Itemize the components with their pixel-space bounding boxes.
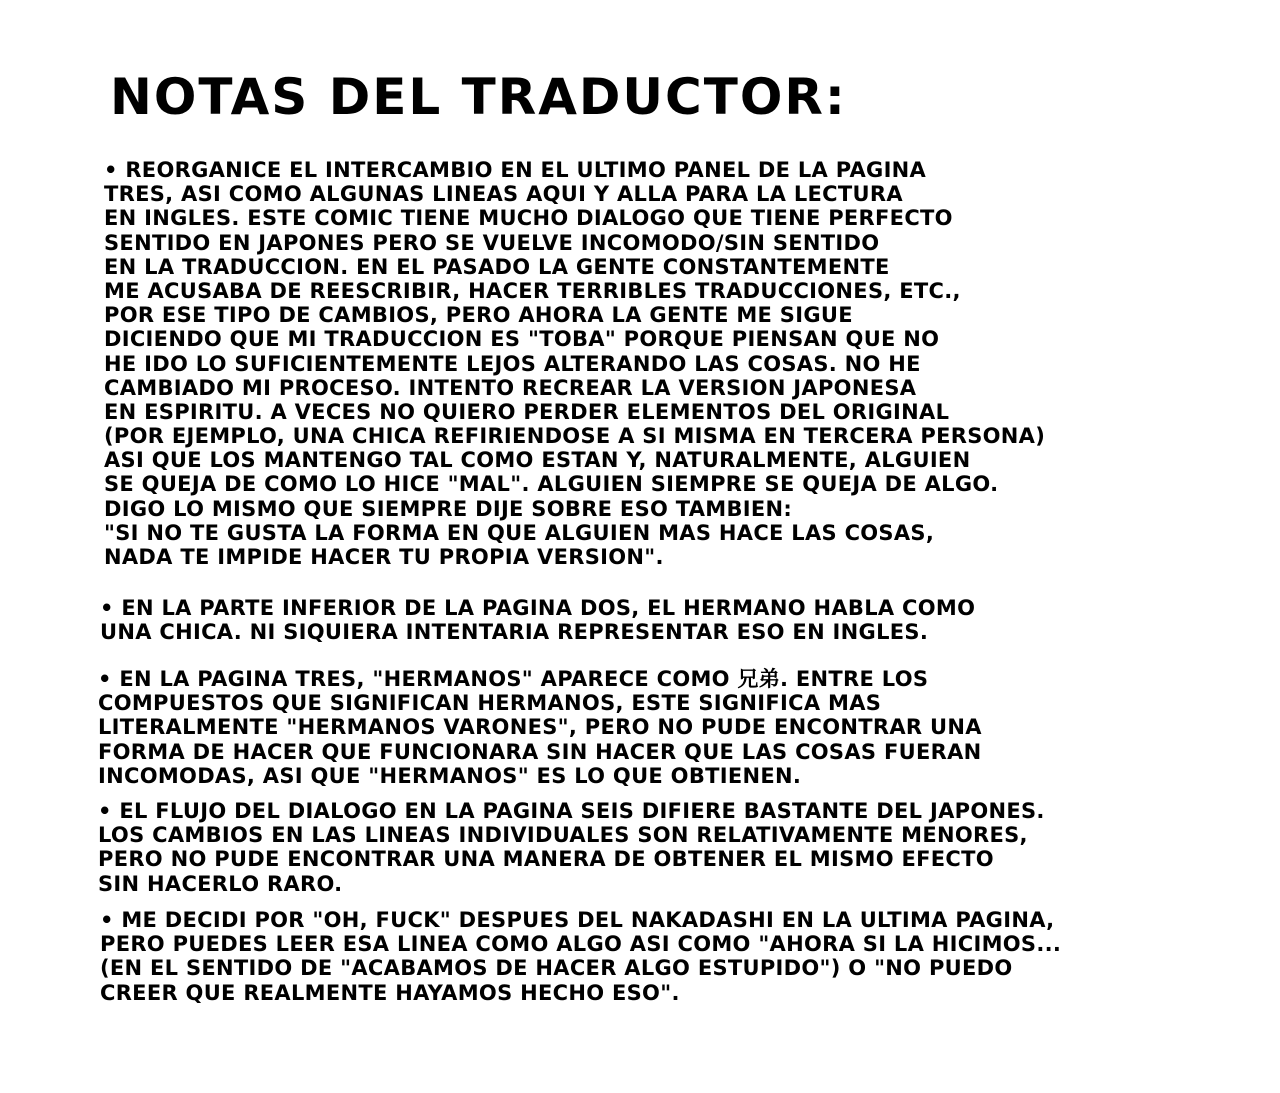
note-line: EN ESPIRITU. A VECES NO QUIERO PERDER ELEMENTOS DEL ORIGINAL bbox=[104, 399, 950, 424]
note-line: • EN LA PAGINA TRES, "HERMANOS" APARECE COMO 兄弟. ENTRE LOS bbox=[98, 667, 929, 691]
note-line: PERO NO PUDE ENCONTRAR UNA MANERA DE OBTENER EL MISMO EFECTO bbox=[98, 847, 994, 872]
note-line: NADA TE IMPIDE HACER TU PROPIA VERSION". bbox=[104, 545, 664, 569]
note-line: DICIENDO QUE MI TRADUCCION ES "TOBA" PORQUE PIENSAN QUE NO bbox=[104, 327, 940, 352]
note-line: TRES, ASI COMO ALGUNAS LINEAS AQUI Y ALLA PARA LA LECTURA bbox=[104, 182, 903, 207]
note-line: INCOMODAS, ASI QUE "HERMANOS" ES LO QUE OBTIENEN. bbox=[98, 763, 802, 788]
page-title: NOTAS DEL TRADUCTOR: bbox=[110, 68, 847, 126]
note-line: EN LA TRADUCCION. EN EL PASADO LA GENTE CONSTANTEMENTE bbox=[104, 254, 890, 279]
note-line: SE QUEJA DE COMO LO HICE "MAL". ALGUIEN SIEMPRE SE QUEJA DE ALGO. bbox=[104, 472, 999, 497]
note-line: • EN LA PARTE INFERIOR DE LA PAGINA DOS, EL HERMANO HABLA COMO bbox=[100, 596, 976, 620]
note-line: CREER QUE REALMENTE HAYAMOS HECHO ESO". bbox=[100, 980, 680, 1005]
note-paragraph bbox=[100, 908, 1061, 1005]
note-line: ASI QUE LOS MANTENGO TAL COMO ESTAN Y, NATURALMENTE, ALGUIEN bbox=[104, 448, 971, 473]
note-line: SENTIDO EN JAPONES PERO SE VUELVE INCOMODO/SIN SENTIDO bbox=[104, 230, 880, 255]
note-line: PERO PUEDES LEER ESA LINEA COMO ALGO ASI COMO "AHORA SI LA HICIMOS... bbox=[100, 932, 1062, 957]
note-paragraph bbox=[98, 667, 982, 788]
note-paragraph bbox=[100, 596, 975, 644]
note-line: UNA CHICA. NI SIQUIERA INTENTARIA REPRESENTAR ESO EN INGLES. bbox=[100, 620, 929, 645]
note-line: "SI NO TE GUSTA LA FORMA EN QUE ALGUIEN MAS HACE LAS COSAS, bbox=[104, 520, 935, 545]
note-line: HE IDO LO SUFICIENTEMENTE LEJOS ALTERANDO LAS COSAS. NO HE bbox=[104, 351, 921, 376]
note-line: ME ACUSABA DE REESCRIBIR, HACER TERRIBLES TRADUCCIONES, ETC., bbox=[104, 278, 961, 303]
note-line: LITERALMENTE "HERMANOS VARONES", PERO NO PUDE ENCONTRAR UNA bbox=[98, 715, 982, 740]
note-line: (POR EJEMPLO, UNA CHICA REFIRIENDOSE A SI MISMA EN TERCERA PERSONA) bbox=[104, 424, 1046, 449]
note-line: • REORGANICE EL INTERCAMBIO EN EL ULTIMO PANEL DE LA PAGINA bbox=[104, 158, 927, 182]
note-line: CAMBIADO MI PROCESO. INTENTO RECREAR LA VERSION JAPONESA bbox=[104, 375, 917, 400]
note-line: • EL FLUJO DEL DIALOGO EN LA PAGINA SEIS DIFIERE BASTANTE DEL JAPONES. bbox=[98, 799, 1045, 823]
note-line: COMPUESTOS QUE SIGNIFICAN HERMANOS, ESTE SIGNIFICA MAS bbox=[98, 691, 882, 716]
note-line: LOS CAMBIOS EN LAS LINEAS INDIVIDUALES SON RELATIVAMENTE MENORES, bbox=[98, 823, 1028, 848]
note-line: (EN EL SENTIDO DE "ACABAMOS DE HACER ALGO ESTUPIDO") O "NO PUEDO bbox=[100, 956, 1013, 981]
note-paragraph bbox=[98, 799, 1045, 896]
note-line: FORMA DE HACER QUE FUNCIONARA SIN HACER QUE LAS COSAS FUERAN bbox=[98, 739, 982, 764]
note-line: DIGO LO MISMO QUE SIEMPRE DIJE SOBRE ESO TAMBIEN: bbox=[104, 496, 793, 521]
note-line: SIN HACERLO RARO. bbox=[98, 871, 343, 896]
note-line: • ME DECIDI POR "OH, FUCK" DESPUES DEL NAKADASHI EN LA ULTIMA PAGINA, bbox=[100, 908, 1055, 932]
note-paragraph bbox=[104, 158, 1045, 569]
note-line: POR ESE TIPO DE CAMBIOS, PERO AHORA LA GENTE ME SIGUE bbox=[104, 303, 853, 328]
note-line: EN INGLES. ESTE COMIC TIENE MUCHO DIALOGO QUE TIENE PERFECTO bbox=[104, 206, 953, 231]
